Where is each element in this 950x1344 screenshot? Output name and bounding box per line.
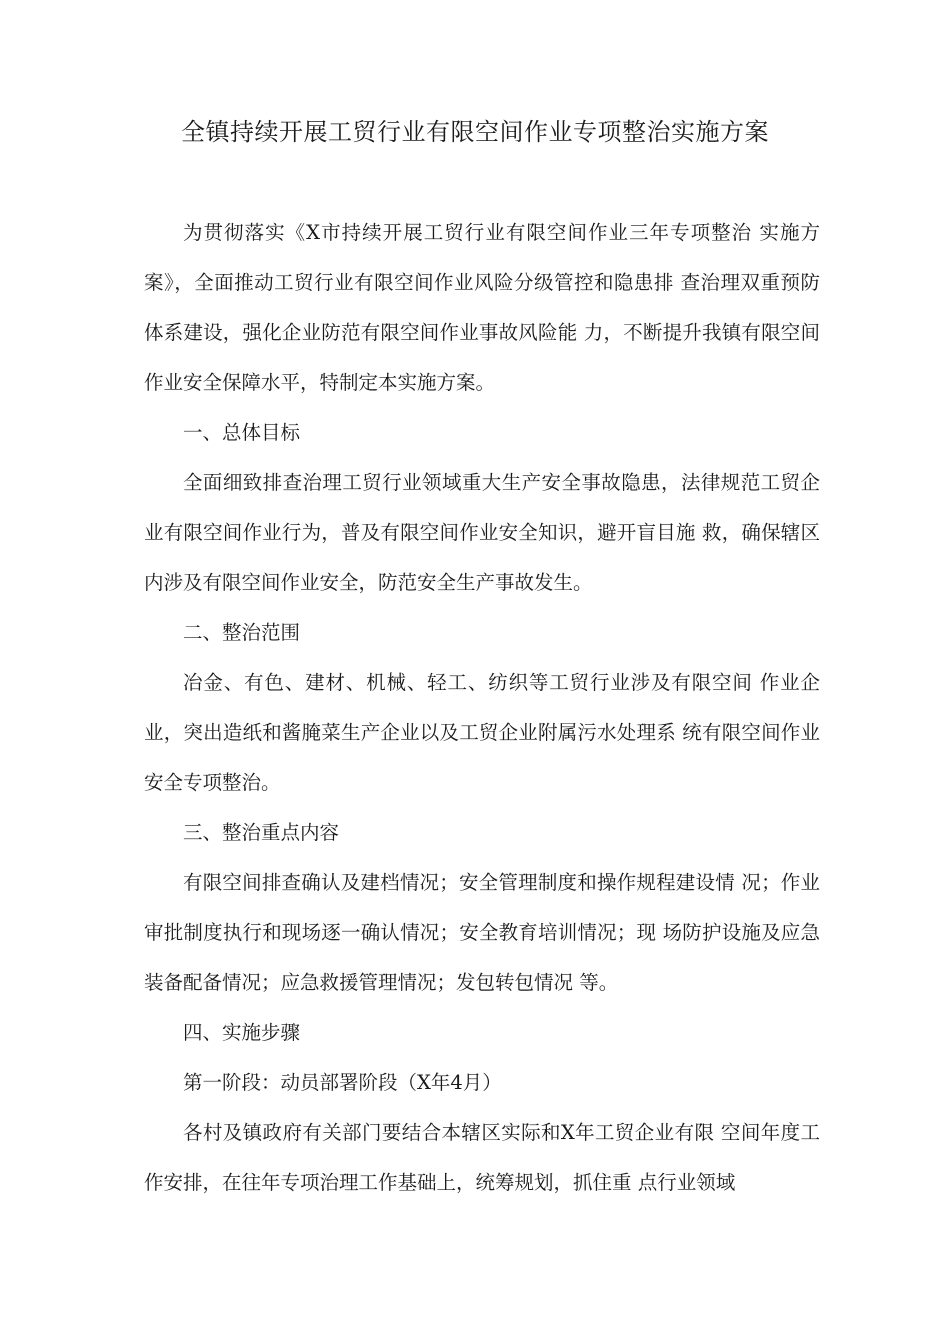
section-heading-key-content: 三、整治重点内容 [183,821,340,844]
stage-paragraph-first: 各村及镇政府有关部门要结合本辖区实际和X年工贸企业有限 空间年度工作安排，在往年专项治理工作基础上，统筹规划，抓住重 点行业领域 [144,1121,820,1194]
section-heading-implementation-steps: 四、实施步骤 [183,1021,301,1044]
document-body [144,208,820,1208]
section-paragraph-overall-goal: 全面细致排查治理工贸行业领域重大生产安全事故隐患，法律规范工贸企业有限空间作业行为，普及有限空间作业安全知识，避开盲目施 救，确保辖区内涉及有限空间作业安全，防范安全生产事故发生。 [144,471,820,594]
section-paragraph-scope: 冶金、有色、建材、机械、轻工、纺织等工贸行业涉及有限空间 作业企业，突出造纸和酱腌菜生产企业以及工贸企业附属污水处理系 统有限空间作业安全专项整治。 [144,671,820,794]
intro-paragraph: 为贯彻落实《X市持续开展工贸行业有限空间作业三年专项整治 实施方案》，全面推动工贸行业有限空间作业风险分级管控和隐患排 查治理双重预防体系建设，强化企业防范有限空间作业事故风险能 力，不断提升我镇有限空间作业安全保障水平，特制定本实施方案。 [144,221,820,394]
document-title: 全镇持续开展工贸行业有限空间作业专项整治实施方案 [181,118,769,146]
section-heading-scope: 二、整治范围 [183,621,301,644]
section-heading-overall-goal: 一、总体目标 [183,421,301,444]
section-paragraph-key-content: 有限空间排查确认及建档情况；安全管理制度和操作规程建设情 况；作业审批制度执行和现场逐一确认情况；安全教育培训情况；现 场防护设施及应急装备配备情况；应急救援管理情况；发包转包情况 等。 [144,871,820,994]
stage-heading-first: 第一阶段：动员部署阶段（X年4月） [183,1071,502,1094]
